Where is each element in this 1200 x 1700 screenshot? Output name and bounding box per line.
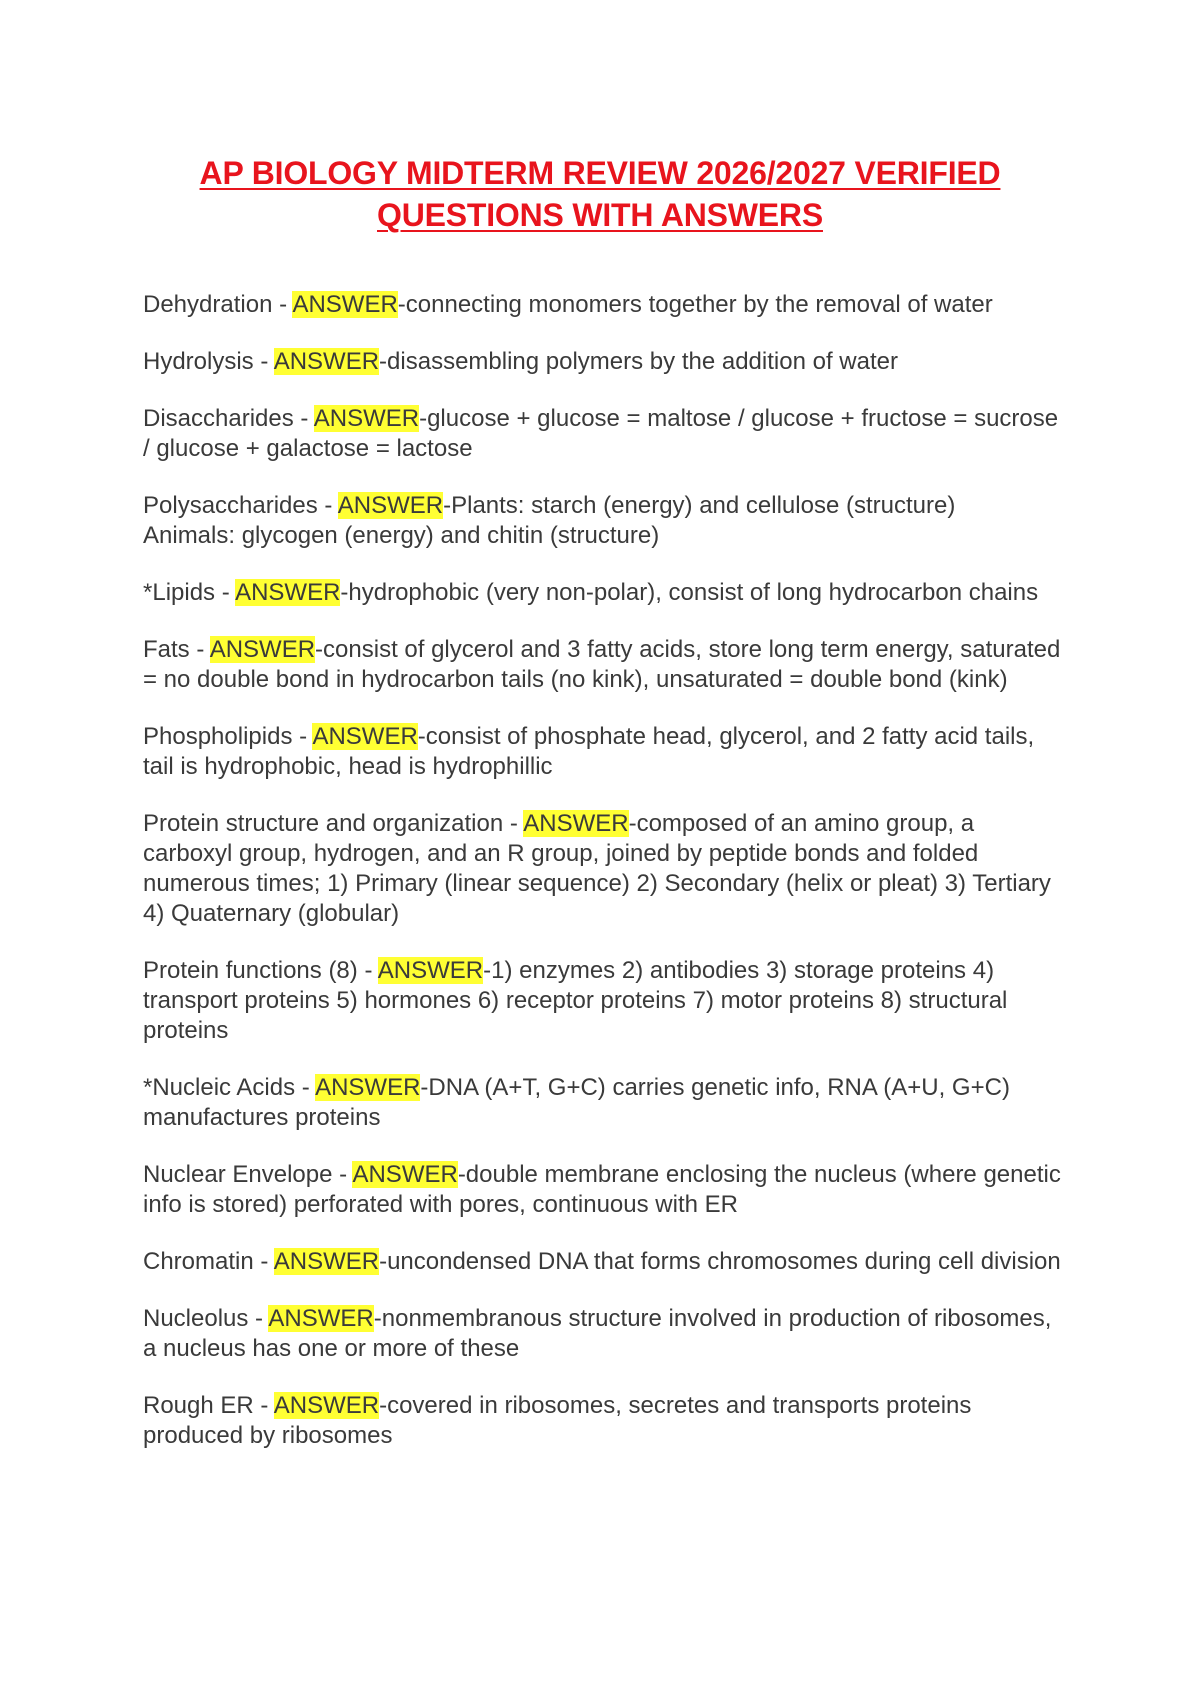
- entry-separator: -: [317, 492, 338, 519]
- qa-entry: [143, 722, 1068, 782]
- entry-definition: -1) enzymes 2) antibodies 3) storage proteins 4) transport proteins 5) hormones 6) receptor proteins 7) motor proteins 8) structural proteins: [143, 957, 1008, 1044]
- entry-definition: -connecting monomers together by the removal of water: [397, 291, 993, 318]
- entry-separator: -: [357, 957, 378, 984]
- entry-definition: -uncondensed DNA that forms chromosomes during cell division: [379, 1248, 1061, 1275]
- qa-entry: [143, 635, 1068, 695]
- answer-label-highlight: ANSWER: [313, 405, 420, 432]
- qa-entry: [143, 491, 1068, 551]
- qa-entry: [143, 1247, 1068, 1277]
- qa-entry: [143, 1304, 1068, 1364]
- entry-term: Protein functions (8): [143, 957, 358, 984]
- entry-term: *Lipids: [143, 579, 216, 606]
- entry-definition: -Plants: starch (energy) and cellulose (structure): [443, 492, 956, 519]
- entry-separator: -: [215, 579, 236, 606]
- qa-entry: [143, 1160, 1068, 1220]
- answer-label-highlight: ANSWER: [273, 348, 380, 375]
- entry-term: Chromatin: [143, 1248, 254, 1275]
- entry-separator: -: [253, 348, 274, 375]
- entry-separator: -: [503, 810, 524, 837]
- qa-entry: [143, 1073, 1068, 1133]
- qa-entry: [143, 1391, 1068, 1451]
- entry-term: Nuclear Envelope: [143, 1161, 333, 1188]
- entry-separator: -: [292, 723, 313, 750]
- qa-entry: [143, 347, 1068, 377]
- entry-term: Nucleolus: [143, 1305, 249, 1332]
- answer-label-highlight: ANSWER: [235, 579, 341, 606]
- document-title: [100, 152, 1100, 236]
- entry-term: Rough ER: [143, 1392, 254, 1419]
- entry-term: Fats: [143, 636, 190, 663]
- entry-definition-line-2: Animals: glycogen (energy) and chitin (structure): [143, 522, 660, 549]
- entry-definition: -consist of phosphate head, glycerol, and 2 fatty acid tails, tail is hydrophobic, head is hydrophillic: [143, 723, 1035, 780]
- qa-entry: [143, 404, 1068, 464]
- entry-definition: -covered in ribosomes, secretes and transports proteins produced by ribosomes: [143, 1392, 972, 1449]
- entry-term: Phospholipids: [143, 723, 293, 750]
- entry-definition: -DNA (A+T, G+C) carries genetic info, RNA (A+U, G+C) manufactures proteins: [143, 1074, 1010, 1131]
- answer-label-highlight: ANSWER: [273, 1248, 380, 1275]
- title-line-2: QUESTIONS WITH ANSWERS: [377, 197, 823, 233]
- answer-label-highlight: ANSWER: [209, 636, 316, 663]
- entry-term: Hydrolysis: [143, 348, 254, 375]
- answer-label-highlight: ANSWER: [268, 1305, 374, 1332]
- entry-term: Disaccharides: [143, 405, 294, 432]
- qa-entry: [143, 290, 1068, 320]
- entry-separator: -: [332, 1161, 353, 1188]
- qa-entry: [143, 578, 1068, 608]
- qa-list: [143, 290, 1068, 1478]
- entry-term: *Nucleic Acids: [143, 1074, 296, 1101]
- entry-definition: -hydrophobic (very non-polar), consist of long hydrocarbon chains: [340, 579, 1039, 606]
- entry-separator: -: [295, 1074, 316, 1101]
- entry-definition: -composed of an amino group, a carboxyl group, hydrogen, and an R group, joined by peptide bonds and folded numerous times; 1) Primary (linear sequence) 2) Secondary (helix or pleat) 3) Tertiary 4) Quaternary (globular): [143, 810, 1051, 927]
- entry-term: Polysaccharides: [143, 492, 318, 519]
- answer-label-highlight: ANSWER: [523, 810, 629, 837]
- entry-separator: -: [253, 1392, 274, 1419]
- answer-label-highlight: ANSWER: [315, 1074, 421, 1101]
- entry-definition: -consist of glycerol and 3 fatty acids, store long term energy, saturated = no double bond in hydrocarbon tails (no kink), unsaturated = double bond (kink): [143, 636, 1061, 693]
- title-line-1: AP BIOLOGY MIDTERM REVIEW 2026/2027 VERIFIED: [199, 155, 1001, 191]
- entry-definition: -double membrane enclosing the nucleus (where genetic info is stored) perforated with pores, continuous with ER: [143, 1161, 1061, 1218]
- entry-term: Dehydration: [143, 291, 273, 318]
- entry-separator: -: [293, 405, 314, 432]
- entry-definition: -glucose + glucose = maltose / glucose + fructose = sucrose / glucose + galactose = lactose: [143, 405, 1059, 462]
- answer-label-highlight: ANSWER: [312, 723, 418, 750]
- answer-label-highlight: ANSWER: [377, 957, 484, 984]
- entry-definition: -nonmembranous structure involved in production of ribosomes, a nucleus has one or more of these: [143, 1305, 1052, 1362]
- entry-separator: -: [272, 291, 293, 318]
- entry-separator: -: [189, 636, 210, 663]
- answer-label-highlight: ANSWER: [273, 1392, 380, 1419]
- entry-separator: -: [253, 1248, 274, 1275]
- entry-separator: -: [248, 1305, 269, 1332]
- answer-label-highlight: ANSWER: [352, 1161, 458, 1188]
- qa-entry: [143, 956, 1068, 1046]
- entry-term: Protein structure and organization: [143, 810, 504, 837]
- answer-label-highlight: ANSWER: [292, 291, 398, 318]
- entry-definition: -disassembling polymers by the addition of water: [379, 348, 898, 375]
- qa-entry: [143, 809, 1068, 929]
- answer-label-highlight: ANSWER: [337, 492, 444, 519]
